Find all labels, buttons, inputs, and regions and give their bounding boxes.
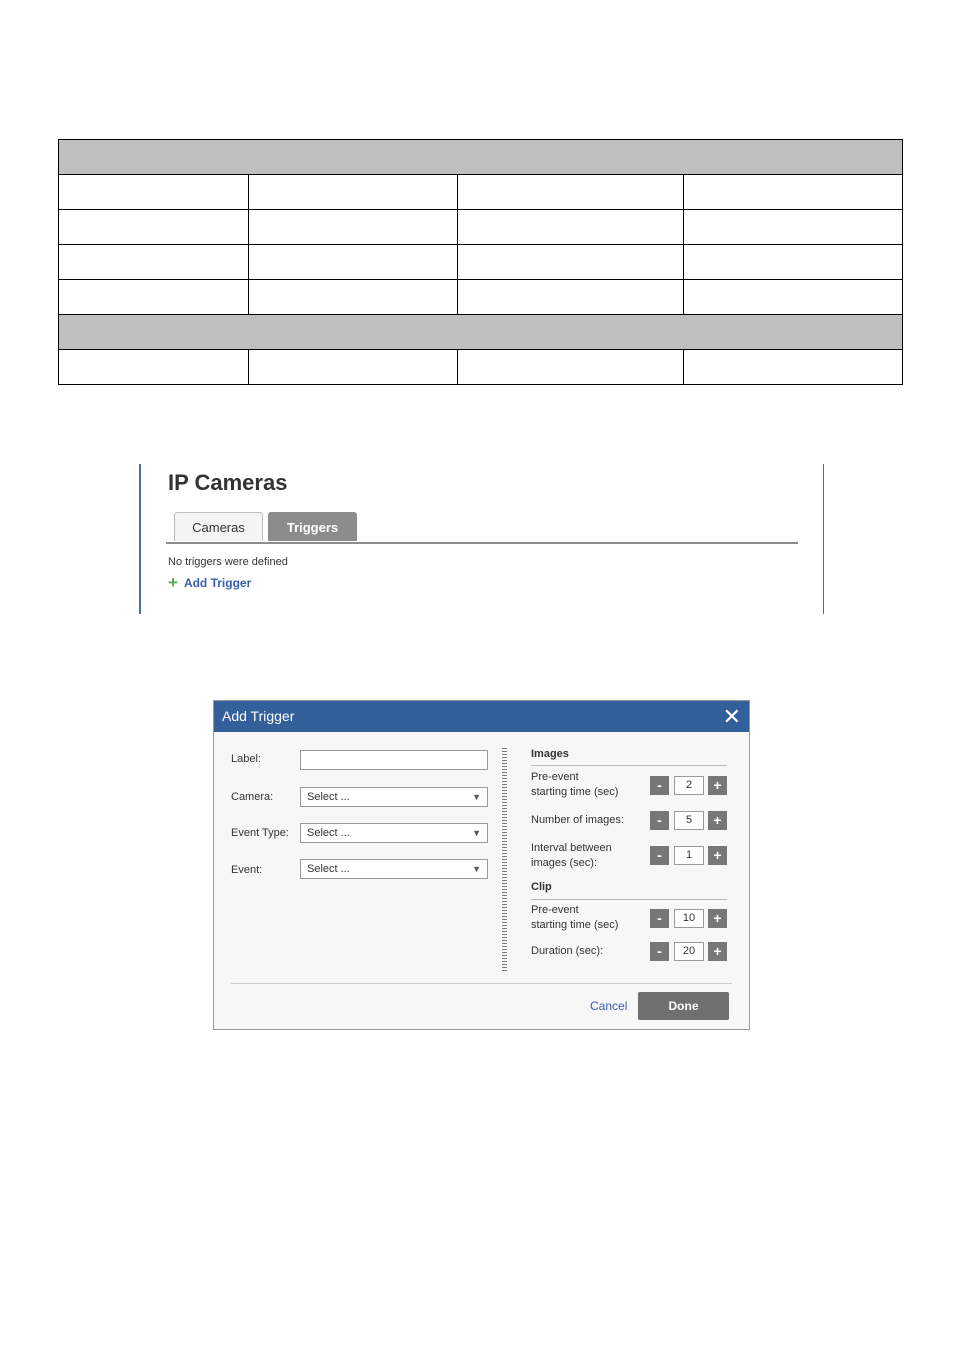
- minus-button[interactable]: -: [650, 942, 669, 961]
- table-cell: [59, 315, 903, 350]
- plus-button[interactable]: +: [708, 776, 727, 795]
- section-divider: [531, 765, 727, 766]
- table-cell: [458, 210, 684, 245]
- event-type-field-label: Event Type:: [231, 827, 289, 839]
- footer-divider: [231, 983, 732, 984]
- table-cell: [458, 245, 684, 280]
- minus-button[interactable]: -: [650, 776, 669, 795]
- plus-icon: +: [168, 573, 178, 592]
- plus-button[interactable]: +: [708, 846, 727, 865]
- plus-button[interactable]: +: [708, 811, 727, 830]
- clip-duration-label: Duration (sec):: [531, 945, 604, 957]
- camera-select-value: Select ...: [307, 791, 350, 803]
- event-field-label: Event:: [231, 864, 263, 876]
- dialog-header: [214, 701, 749, 732]
- tab-cameras[interactable]: Cameras: [174, 512, 263, 541]
- close-icon[interactable]: ✕: [722, 704, 741, 729]
- table-row: [59, 350, 903, 385]
- add-trigger-link[interactable]: [168, 573, 252, 592]
- table-cell: [59, 210, 249, 245]
- chevron-down-icon: ▼: [472, 828, 481, 838]
- label-field-label: Label:: [231, 753, 261, 765]
- label-input[interactable]: [300, 750, 488, 770]
- add-trigger-dialog: [213, 700, 750, 1030]
- plus-button[interactable]: +: [708, 909, 727, 928]
- empty-table: [58, 139, 903, 385]
- minus-button[interactable]: -: [650, 846, 669, 865]
- stepper-value[interactable]: 1: [674, 846, 704, 865]
- table-cell: [458, 350, 684, 385]
- camera-field-label: Camera:: [231, 791, 274, 803]
- event-select[interactable]: [300, 859, 488, 879]
- images-pre-event-stepper: [650, 776, 728, 796]
- camera-select[interactable]: [300, 787, 488, 807]
- table-cell: [458, 175, 684, 210]
- dialog-title: Add Trigger: [222, 708, 295, 724]
- page-title: IP Cameras: [168, 470, 288, 495]
- images-pre-event-label: [531, 770, 618, 800]
- stepper-value[interactable]: 2: [674, 776, 704, 795]
- done-button[interactable]: Done: [638, 992, 729, 1020]
- stepper-value[interactable]: 10: [674, 909, 704, 928]
- table-cell: [684, 210, 903, 245]
- section-divider: [531, 899, 727, 900]
- event-type-select[interactable]: [300, 823, 488, 843]
- stepper-value[interactable]: 5: [674, 811, 704, 830]
- images-interval-label-line2: images (sec):: [531, 857, 598, 869]
- images-interval-stepper: [650, 846, 728, 866]
- images-pre-event-label-line1: Pre-event: [531, 771, 579, 783]
- table-row: [59, 210, 903, 245]
- clip-pre-event-label-line1: Pre-event: [531, 904, 579, 916]
- event-type-select-value: Select ...: [307, 827, 350, 839]
- table-row: [59, 245, 903, 280]
- images-count-stepper: [650, 811, 728, 831]
- images-section-title: Images: [531, 748, 569, 760]
- images-interval-label-line1: Interval between: [531, 842, 612, 854]
- table-cell: [59, 350, 249, 385]
- column-divider: [502, 748, 507, 972]
- table-cell: [684, 245, 903, 280]
- table-cell: [249, 280, 458, 315]
- images-pre-event-label-line2: starting time (sec): [531, 786, 619, 798]
- minus-button[interactable]: -: [650, 811, 669, 830]
- clip-pre-event-label: [531, 903, 618, 933]
- stepper-value[interactable]: 20: [674, 942, 704, 961]
- ip-cameras-panel: [139, 464, 824, 614]
- table-cell: [684, 175, 903, 210]
- clip-pre-event-label-line2: starting time (sec): [531, 919, 619, 931]
- clip-duration-stepper: [650, 942, 728, 962]
- table-cell: [59, 175, 249, 210]
- table-cell: [59, 245, 249, 280]
- chevron-down-icon: ▼: [472, 864, 481, 874]
- clip-pre-event-stepper: [650, 909, 728, 929]
- table-row: [59, 280, 903, 315]
- table-cell: [59, 140, 903, 175]
- cancel-button[interactable]: Cancel: [590, 999, 628, 1013]
- table-cell: [249, 210, 458, 245]
- table-header-band: [59, 140, 903, 175]
- plus-button[interactable]: +: [708, 942, 727, 961]
- images-count-label: Number of images:: [531, 814, 624, 826]
- tab-bar: [166, 512, 798, 544]
- table-cell: [249, 175, 458, 210]
- table-cell: [59, 280, 249, 315]
- tab-triggers[interactable]: Triggers: [268, 512, 357, 541]
- table-cell: [684, 350, 903, 385]
- event-select-value: Select ...: [307, 863, 350, 875]
- table-cell: [249, 350, 458, 385]
- table-cell: [458, 280, 684, 315]
- table-section-band: [59, 315, 903, 350]
- empty-triggers-message: No triggers were defined: [168, 556, 288, 568]
- minus-button[interactable]: -: [650, 909, 669, 928]
- table-cell: [249, 245, 458, 280]
- chevron-down-icon: ▼: [472, 792, 481, 802]
- clip-section-title: Clip: [531, 881, 552, 893]
- add-trigger-label: Add Trigger: [183, 576, 252, 590]
- table-row: [59, 175, 903, 210]
- images-interval-label: [531, 841, 612, 871]
- table-cell: [684, 280, 903, 315]
